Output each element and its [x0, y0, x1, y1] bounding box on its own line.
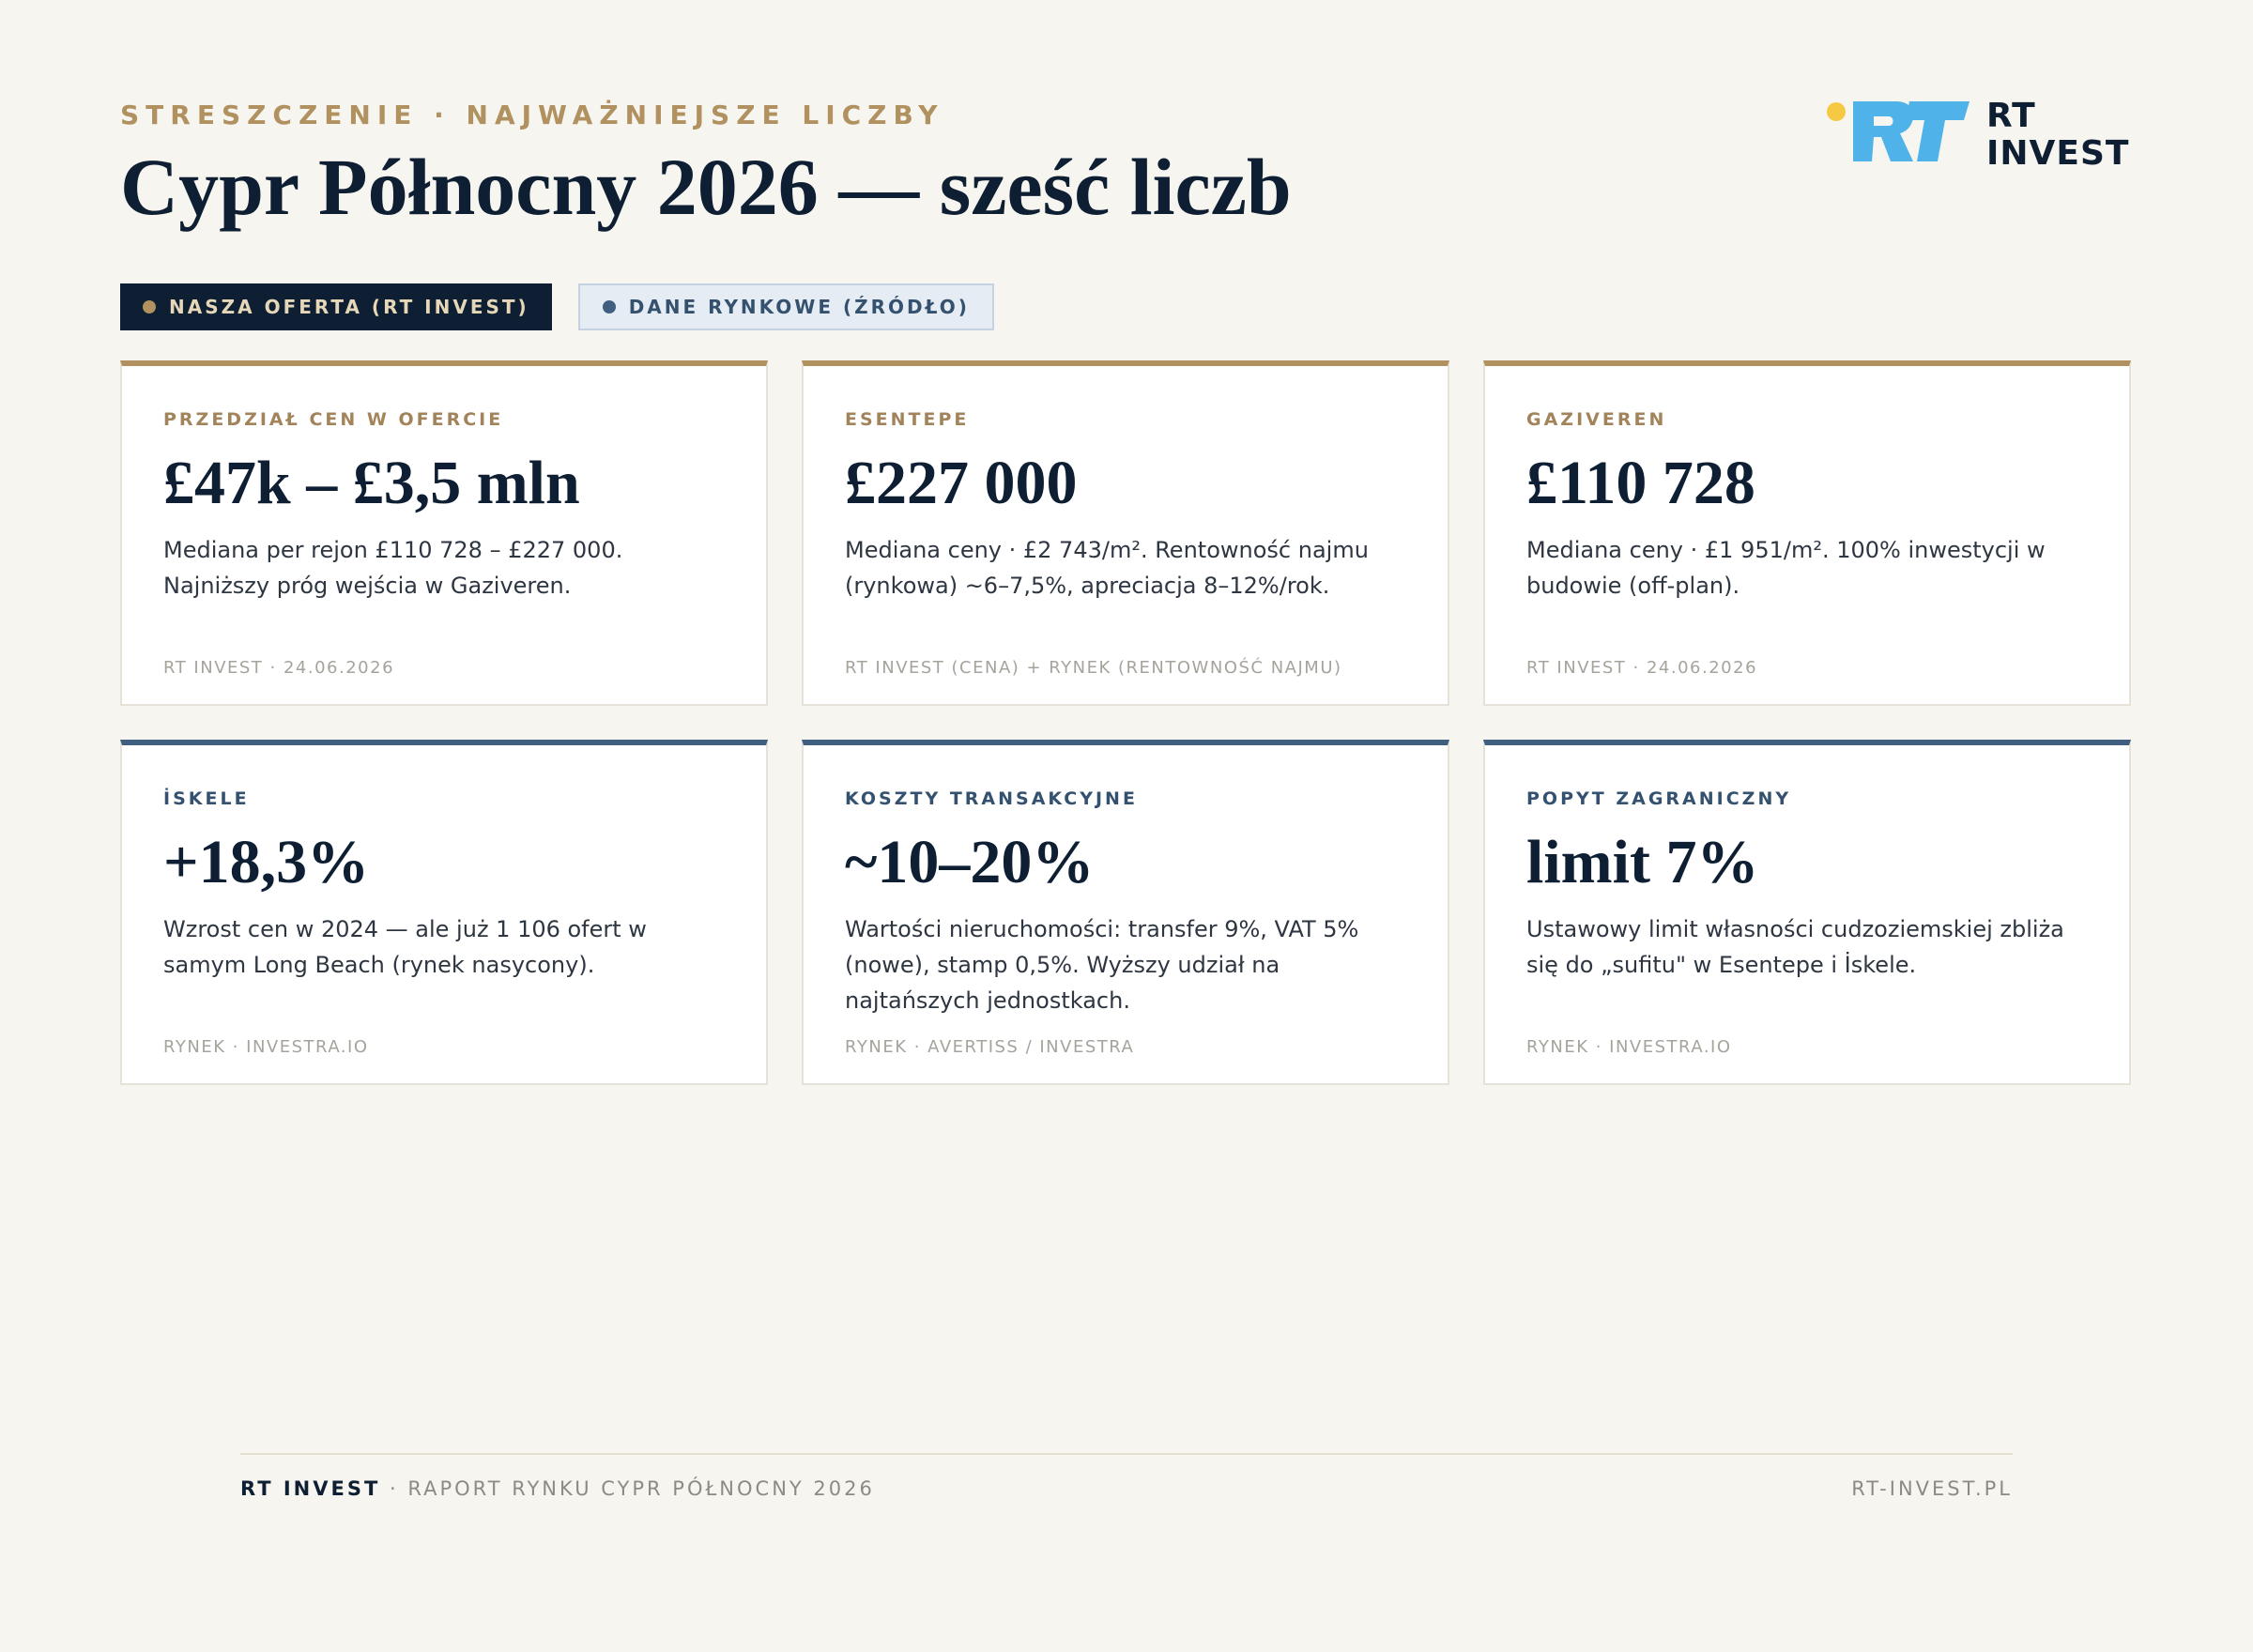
card-label: PRZEDZIAŁ CEN W OFERCIE	[163, 409, 504, 430]
card-value: ~10–20%	[845, 828, 1095, 896]
card-source: RT INVEST · 24.06.2026	[1526, 658, 1758, 678]
card-label: POPYT ZAGRANICZNY	[1526, 788, 1792, 809]
footer-left	[240, 1477, 875, 1500]
page-title: Cypr Północny 2026 — sześć liczb	[120, 142, 1292, 232]
figures-grid	[120, 360, 2131, 1085]
card-source: RYNEK · AVERTISS / INVESTRA	[845, 1037, 1135, 1057]
card-foreign-demand	[1483, 740, 2131, 1085]
card-value: £227 000	[845, 449, 1078, 517]
card-label: KOSZTY TRANSAKCYJNE	[845, 788, 1138, 809]
legend	[120, 283, 994, 330]
card-esentepe	[802, 360, 1449, 706]
card-source: RT INVEST · 24.06.2026	[163, 658, 395, 678]
card-source: RYNEK · INVESTRA.IO	[163, 1037, 369, 1057]
eyebrow: STRESZCZENIE · NAJWAŻNIEJSZE LICZBY	[120, 99, 944, 130]
card-transaction-costs	[802, 740, 1449, 1085]
rt-invest-logo-icon	[1827, 96, 1977, 167]
card-source: RYNEK · INVESTRA.IO	[1526, 1037, 1732, 1057]
card-description: Wartości nieruchomości: transfer 9%, VAT 5% (nowe), stamp 0,5%. Wyższy udział na najtańszych jednostkach.	[845, 916, 1359, 1015]
card-value: £47k – £3,5 mln	[163, 449, 580, 517]
footer-divider	[240, 1453, 2013, 1455]
legend-market-label: DANE RYNKOWE (ŹRÓDŁO)	[628, 296, 970, 318]
card-label: ESENTEPE	[845, 409, 970, 430]
card-price-range	[120, 360, 768, 706]
dot-icon	[603, 300, 616, 314]
card-label: GAZIVEREN	[1526, 409, 1667, 430]
card-value: £110 728	[1526, 449, 1755, 517]
legend-offer-label: NASZA OFERTA (RT INVEST)	[169, 296, 529, 318]
card-value: limit 7%	[1526, 828, 1759, 896]
logo-text	[1986, 98, 2129, 173]
logo-line-rt: RT	[1986, 97, 2036, 135]
logo-line-invest: INVEST	[1986, 134, 2130, 173]
card-description: Ustawowy limit własności cudzoziemskiej zbliża się do „sufitu" w Esentepe i İskele.	[1526, 916, 2064, 979]
dot-icon	[143, 300, 156, 314]
legend-offer-badge	[120, 283, 552, 330]
footer-brand: RT INVEST	[240, 1477, 381, 1500]
rt-invest-logo	[1827, 96, 2137, 175]
card-source: RT INVEST (CENA) + RYNEK (RENTOWNOŚĆ NAJMU)	[845, 658, 1342, 678]
card-description: Mediana ceny · £2 743/m². Rentowność najmu (rynkowa) ~6–7,5%, apreciacja 8–12%/rok.	[845, 537, 1369, 600]
card-gaziveren	[1483, 360, 2131, 706]
card-iskele	[120, 740, 768, 1085]
footer-report-title: · RAPORT RYNKU CYPR PÓŁNOCNY 2026	[380, 1477, 875, 1500]
card-label: İSKELE	[163, 788, 250, 809]
card-value: +18,3%	[163, 828, 370, 896]
card-description: Mediana per rejon £110 728 – £227 000. Najniższy próg wejścia w Gaziveren.	[163, 537, 623, 600]
card-description: Wzrost cen w 2024 — ale już 1 106 ofert w samym Long Beach (rynek nasycony).	[163, 916, 647, 979]
legend-market-badge	[578, 283, 994, 330]
footer-url[interactable]: RT-INVEST.PL	[1851, 1477, 2013, 1500]
card-description: Mediana ceny · £1 951/m². 100% inwestycji w budowie (off-plan).	[1526, 537, 2046, 600]
